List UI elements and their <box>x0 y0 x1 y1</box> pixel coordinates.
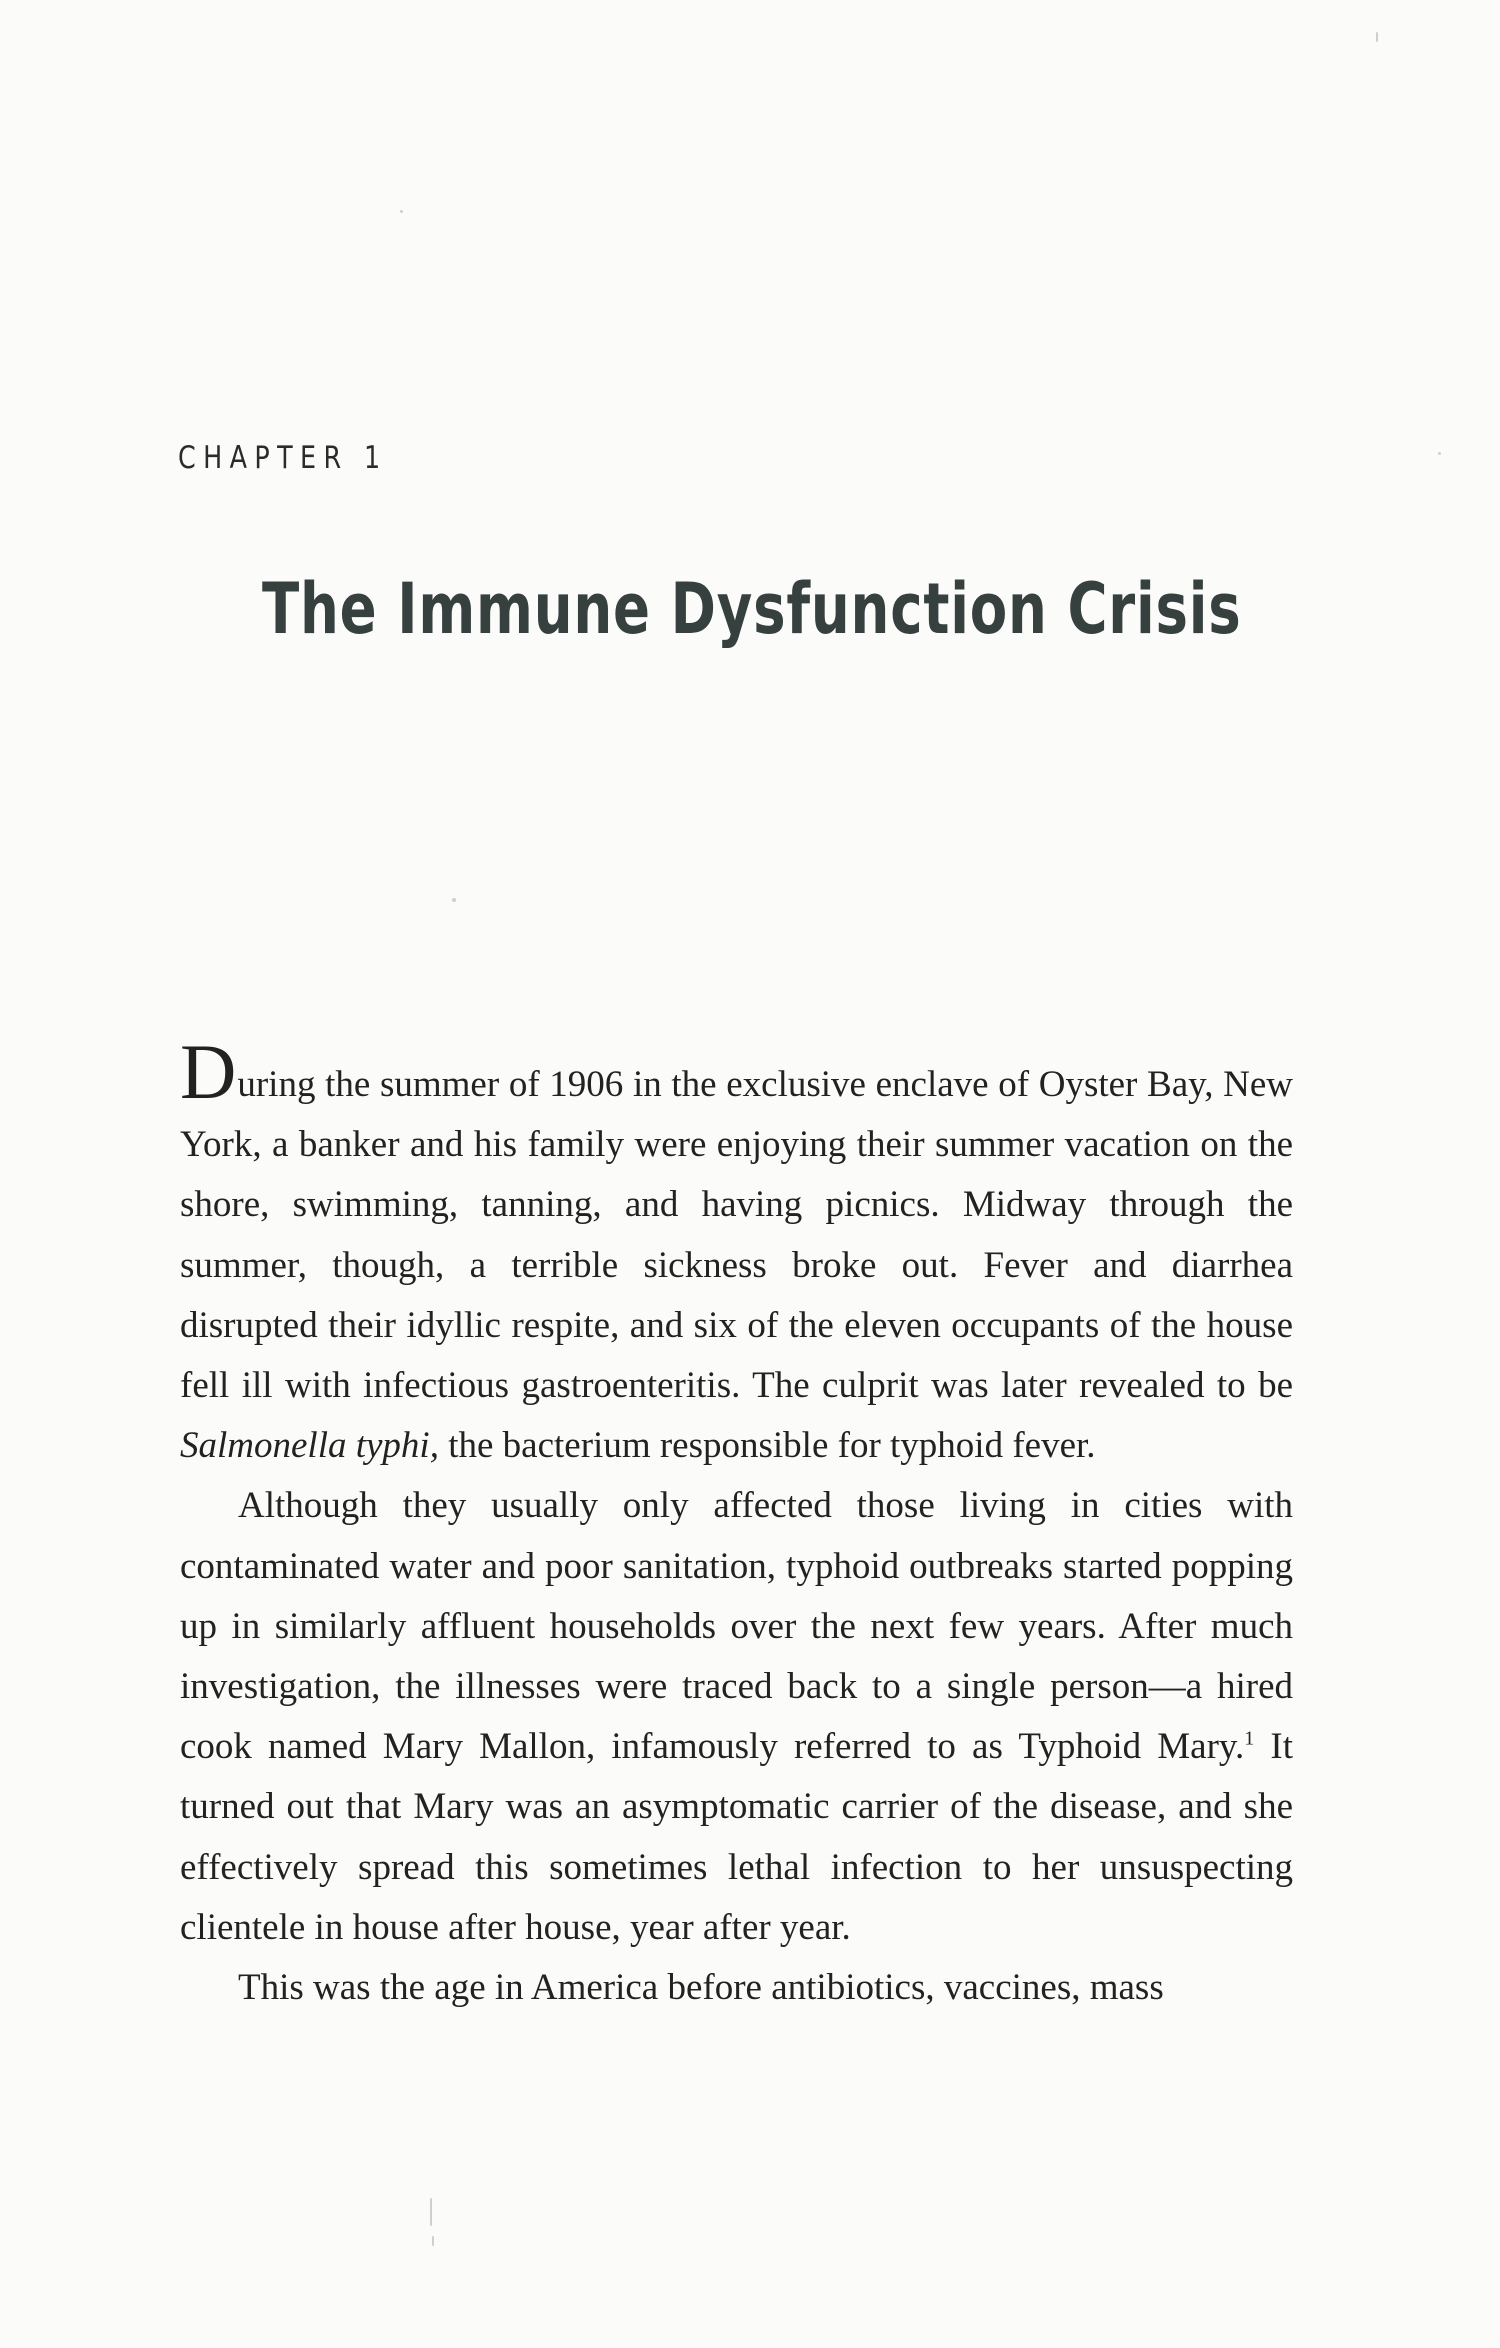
paragraph-3-text: This was the age in America before antibiotics, vaccines, mass <box>238 1967 1164 2009</box>
chapter-title: The Immune Dysfunction Crisis <box>262 568 1242 650</box>
scan-speck <box>1438 452 1441 455</box>
paragraph-2 <box>180 1476 1293 1958</box>
paragraph-1-text: uring the summer of 1906 in the exclusive enclave of Oyster Bay, New York, a banker and his family were enjoying their summer vacation on the shore, swimming, tanning, and having picnics. Midway through the summer, though, a terrible sickness broke out. Fever and diarrhea disrupted their idyllic respite, and six of the eleven occupants of the house fell ill with infectious gastroenteritis. The culprit was later revealed to be <box>180 1064 1293 1407</box>
scan-speck <box>452 898 456 902</box>
scan-speck <box>1376 32 1378 42</box>
chapter-label: CHAPTER 1 <box>178 440 388 476</box>
footnote-marker: 1 <box>1244 1727 1255 1750</box>
italic-species-name: Salmonella typhi, <box>180 1425 439 1467</box>
paragraph-2-text: Although they usually only affected those living in cities with contaminated water and poor sanitation, typhoid outbreaks started popping up in similarly affluent households over the next few years. After much investigation, the illnesses were traced back to a single person—a hired cook named Mary Mallon, infamously referred to as Typhoid Mary. <box>180 1485 1293 1768</box>
body-text <box>180 1028 1293 2018</box>
drop-cap: D <box>180 1028 237 1115</box>
paragraph-2-text-end: It turned out that Mary was an asymptomatic carrier of the disease, and she effectively spread this sometimes lethal infection to her unsuspecting clientele in house after house, year after year. <box>180 1726 1293 1948</box>
scan-speck <box>400 210 403 213</box>
paragraph-3 <box>180 1958 1293 2018</box>
scan-speck <box>430 2198 432 2226</box>
paragraph-1-text-end: the bacterium responsible for typhoid fever. <box>438 1425 1096 1467</box>
scan-speck <box>432 2236 434 2246</box>
paragraph-1 <box>180 1028 1293 1476</box>
